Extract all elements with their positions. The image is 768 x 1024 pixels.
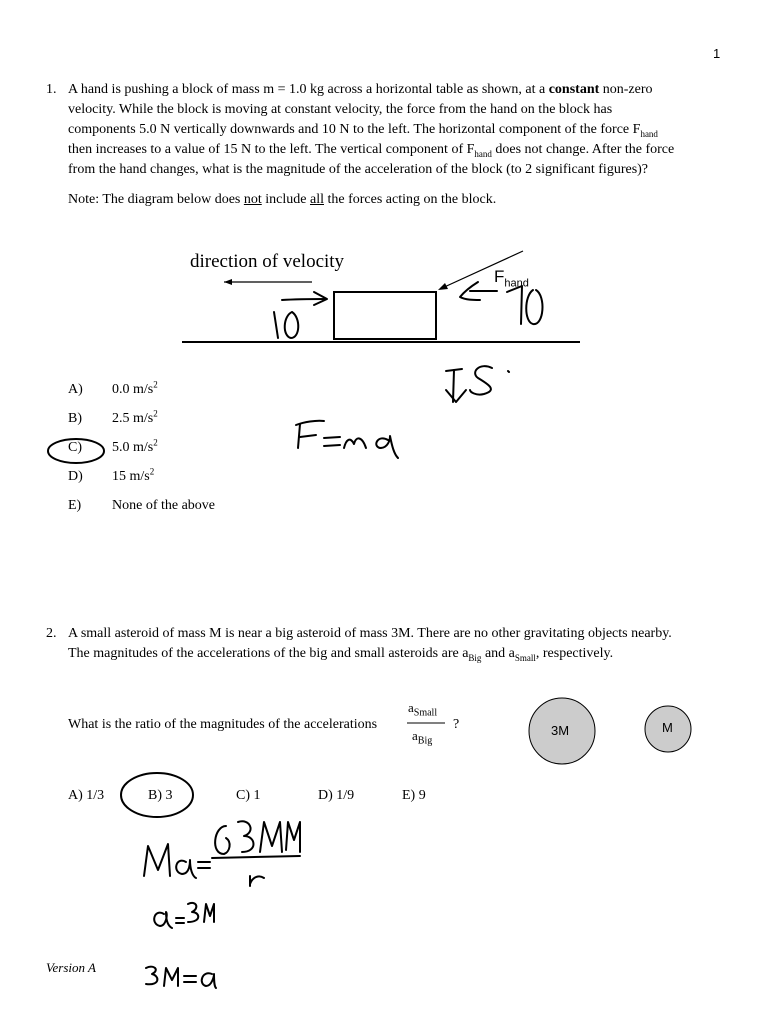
- choice-value: 0.0 $m/s^2$: [112, 379, 158, 397]
- q2-choice-e[interactable]: E) 9: [402, 788, 426, 803]
- choice-letter: B): [68, 411, 82, 426]
- question-2-text: [68, 624, 672, 664]
- fraction-numerator: $a_{Small}$: [408, 700, 438, 719]
- q2-choice-c[interactable]: C) 1: [236, 788, 261, 803]
- q2-choice-d[interactable]: D) 1/9: [318, 788, 355, 803]
- ratio-question: What is the ratio of the magnitudes of the accelerations: [68, 717, 378, 732]
- question-1-number: 1.: [46, 82, 57, 97]
- handwritten-15: [446, 366, 509, 402]
- q1-note: Note: The diagram below does not include all the forces acting on the block.: [68, 192, 497, 207]
- q2-choice-a[interactable]: A) 1/3: [68, 788, 105, 803]
- question-mark: ?: [453, 717, 460, 732]
- choice-letter: D): [68, 469, 83, 484]
- handwritten-arrow-left: [460, 282, 497, 300]
- velocity-arrow: [224, 279, 312, 285]
- q1-line-4: then increases to a value of 15 N to the left. The vertical component of $F_{hand}$ does not change. After the force: [68, 142, 675, 159]
- handwritten-10-left: [274, 312, 298, 338]
- choice-value: 15 $m/s^2$: [112, 466, 155, 484]
- force-hand-arrow: [438, 251, 523, 290]
- handwritten-3m-equals-a: [146, 967, 216, 988]
- choice-b[interactable]: [68, 408, 268, 433]
- q2-choice-b[interactable]: B) 3: [148, 788, 173, 803]
- q1-line-3: components 5.0 N vertically downwards and 10 N to the left. The horizontal component of the force $F_{hand}$: [68, 122, 658, 139]
- small-asteroid-label: M: [662, 720, 673, 735]
- question-2-number: 2.: [46, 626, 57, 641]
- choice-letter: A): [68, 382, 83, 397]
- choice-letter: E): [68, 498, 82, 513]
- choice-d[interactable]: [68, 466, 268, 491]
- big-asteroid-label: 3M: [551, 723, 570, 738]
- q2-line-1: A small asteroid of mass M is near a big asteroid of mass 3M. There are no other gravitating objects nearby.: [68, 626, 672, 641]
- block: [334, 292, 436, 339]
- handwritten-a-equals-3m: [154, 903, 214, 928]
- choice-value: None of the above: [112, 498, 216, 513]
- q1-line-1: A hand is pushing a block of mass m = 1.0 kg across a horizontal table as shown, at a constant non-zero: [68, 82, 653, 97]
- choice-letter: C): [68, 440, 82, 455]
- q1-line-2: velocity. While the block is moving at constant velocity, the force from the hand on the block has: [68, 102, 613, 117]
- handwritten-f-equals-ma: [296, 421, 398, 458]
- page-number: 1: [713, 46, 721, 61]
- q1-line-5: from the hand changes, what is the magnitude of the acceleration of the block (to 2 significant figures)?: [68, 162, 649, 177]
- q2-line-2: The magnitudes of the accelerations of the big and small asteroids are $a_{Big}$ and $a_{Small}$, respectively.: [68, 646, 614, 663]
- choice-c[interactable]: [68, 437, 268, 462]
- choice-a[interactable]: [68, 379, 268, 404]
- velocity-label: direction of velocity: [190, 251, 345, 272]
- version-label: Version A: [46, 960, 96, 975]
- choice-value: 5.0 $m/s^2$: [112, 437, 158, 455]
- force-label: $F_{hand}$: [494, 267, 529, 290]
- handwritten-10-right: [507, 286, 542, 324]
- choice-e[interactable]: [68, 498, 268, 520]
- fraction-denominator: $a_{Big}$: [412, 728, 433, 747]
- handwritten-ma-equation: [144, 821, 300, 886]
- handwritten-arrow-right: [282, 292, 327, 305]
- choice-value: 2.5 $m/s^2$: [112, 408, 158, 426]
